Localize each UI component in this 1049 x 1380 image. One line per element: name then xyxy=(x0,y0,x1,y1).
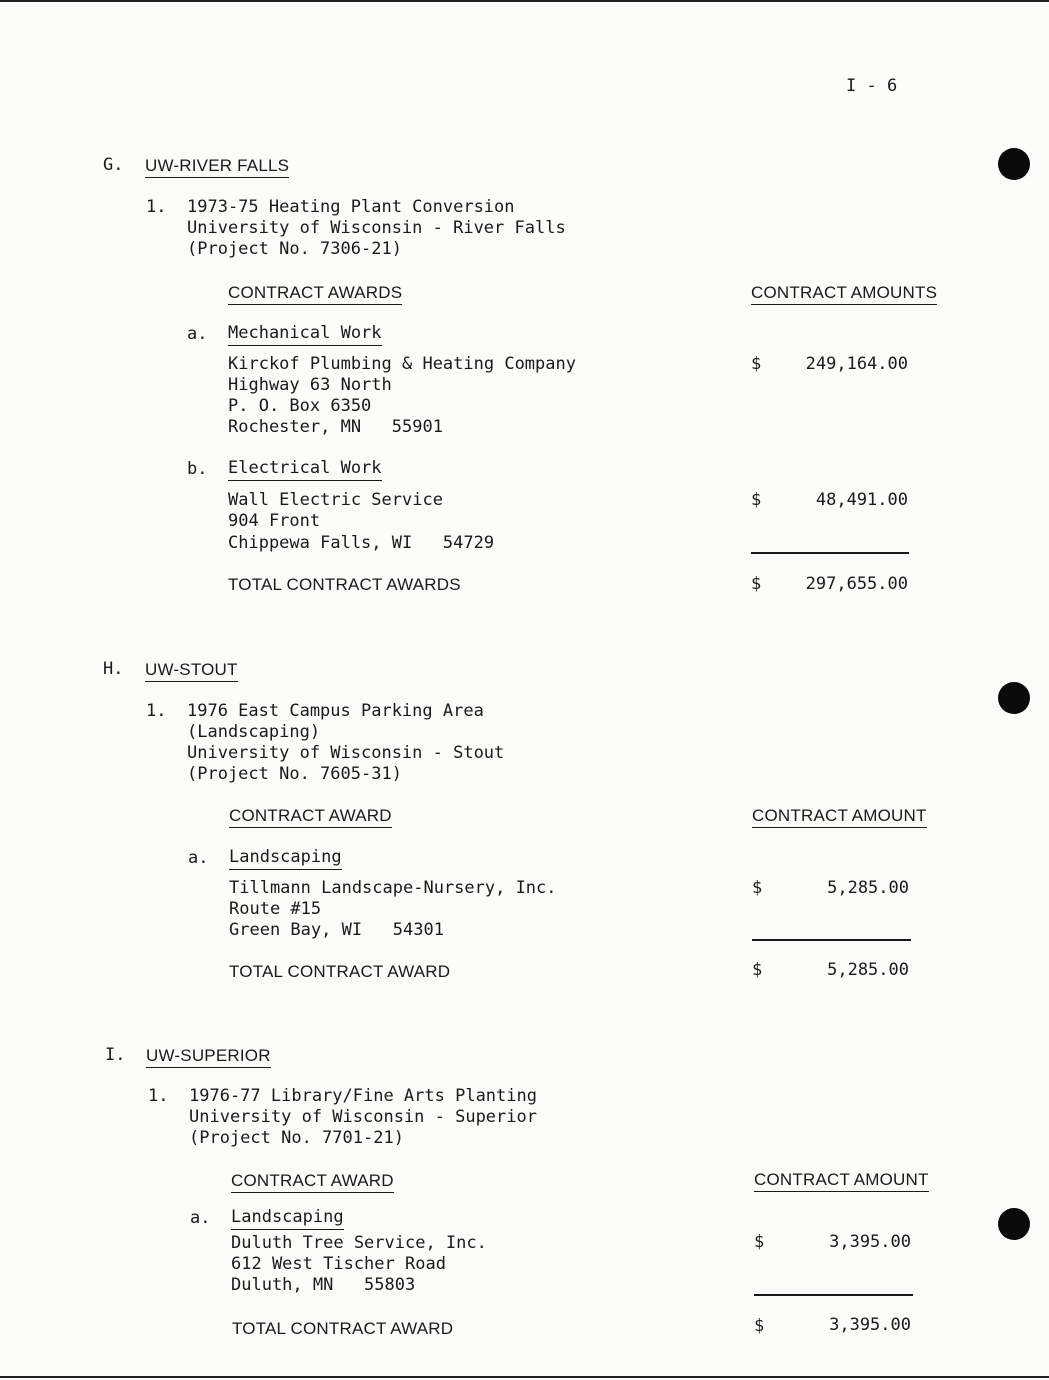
total-rule xyxy=(754,1294,913,1296)
contractor-name: Duluth Tree Service, Inc. xyxy=(231,1233,487,1253)
binder-hole xyxy=(998,1208,1030,1240)
currency-symbol: $ xyxy=(751,354,762,374)
total-rule xyxy=(752,939,911,941)
project-university: University of Wisconsin - Superior xyxy=(189,1107,537,1127)
page-number: I - 6 xyxy=(846,76,898,96)
project-id: (Project No. 7701-21) xyxy=(189,1128,404,1148)
contractor-city: Green Bay, WI 54301 xyxy=(229,920,444,940)
contractor-address: Route #15 xyxy=(229,899,322,919)
total-amount: 297,655.00 xyxy=(805,574,908,594)
project-title: 1976-77 Library/Fine Arts Planting xyxy=(189,1086,537,1106)
binder-hole xyxy=(998,682,1030,714)
total-label: TOTAL CONTRACT AWARD xyxy=(232,1319,454,1338)
amounts-column-header: CONTRACT AMOUNT xyxy=(752,805,927,828)
project-number: 1. xyxy=(148,1086,169,1106)
contractor-name: Wall Electric Service xyxy=(228,490,443,510)
currency-symbol: $ xyxy=(752,878,763,898)
amounts-column-header: CONTRACT AMOUNTS xyxy=(751,282,937,305)
project-university: University of Wisconsin - Stout xyxy=(187,743,505,763)
section-heading: UW-SUPERIOR xyxy=(146,1045,271,1068)
project-title: 1976 East Campus Parking Area xyxy=(187,701,484,721)
section-heading: UW-STOUT xyxy=(145,659,238,682)
item-letter: b. xyxy=(187,459,208,479)
awards-column-header: CONTRACT AWARD xyxy=(229,805,392,828)
project-title: 1973-75 Heating Plant Conversion xyxy=(187,197,515,217)
project-id: (Project No. 7306-21) xyxy=(187,239,402,259)
contractor-address: P. O. Box 6350 xyxy=(228,396,372,416)
total-amount: 3,395.00 xyxy=(829,1315,911,1335)
work-type: Mechanical Work xyxy=(228,323,382,346)
total-rule xyxy=(751,552,909,554)
total-label: TOTAL CONTRACT AWARDS xyxy=(228,575,461,594)
currency-symbol: $ xyxy=(754,1232,765,1252)
awards-column-header: CONTRACT AWARDS xyxy=(228,282,402,305)
contract-amount: 249,164.00 xyxy=(805,354,908,374)
amounts-column-header: CONTRACT AMOUNT xyxy=(754,1169,929,1192)
section-letter: G. xyxy=(103,155,124,175)
contractor-city: Duluth, MN 55803 xyxy=(231,1275,416,1295)
contractor-address: 904 Front xyxy=(228,511,321,531)
contract-amount: 48,491.00 xyxy=(815,490,908,510)
item-letter: a. xyxy=(187,324,208,344)
currency-symbol: $ xyxy=(754,1316,765,1336)
work-type: Landscaping xyxy=(229,847,342,870)
currency-symbol: $ xyxy=(751,574,762,594)
work-type: Landscaping xyxy=(231,1207,344,1230)
item-letter: a. xyxy=(188,848,209,868)
section-heading: UW-RIVER FALLS xyxy=(145,155,289,178)
binder-hole xyxy=(998,148,1030,180)
item-letter: a. xyxy=(190,1208,211,1228)
contract-amount: 3,395.00 xyxy=(829,1232,911,1252)
awards-column-header: CONTRACT AWARD xyxy=(231,1170,394,1193)
contractor-address: Highway 63 North xyxy=(228,375,392,395)
contractor-city: Rochester, MN 55901 xyxy=(228,417,443,437)
currency-symbol: $ xyxy=(752,960,763,980)
page-top-edge xyxy=(0,0,1049,2)
total-label: TOTAL CONTRACT AWARD xyxy=(229,962,451,981)
total-amount: 5,285.00 xyxy=(827,960,909,980)
project-university: University of Wisconsin - River Falls xyxy=(187,218,566,238)
section-letter: I. xyxy=(105,1045,126,1065)
section-letter: H. xyxy=(103,659,124,679)
contractor-name: Tillmann Landscape-Nursery, Inc. xyxy=(229,878,557,898)
page-bottom-edge xyxy=(0,1376,1049,1378)
project-id: (Project No. 7605-31) xyxy=(187,764,402,784)
contract-amount: 5,285.00 xyxy=(827,878,909,898)
project-subtitle: (Landscaping) xyxy=(187,722,321,742)
contractor-address: 612 West Tischer Road xyxy=(231,1254,446,1274)
project-number: 1. xyxy=(146,701,167,721)
currency-symbol: $ xyxy=(751,490,762,510)
contractor-city: Chippewa Falls, WI 54729 xyxy=(228,533,495,553)
work-type: Electrical Work xyxy=(228,458,382,481)
project-number: 1. xyxy=(146,197,167,217)
contractor-name: Kirckof Plumbing & Heating Company xyxy=(228,354,576,374)
